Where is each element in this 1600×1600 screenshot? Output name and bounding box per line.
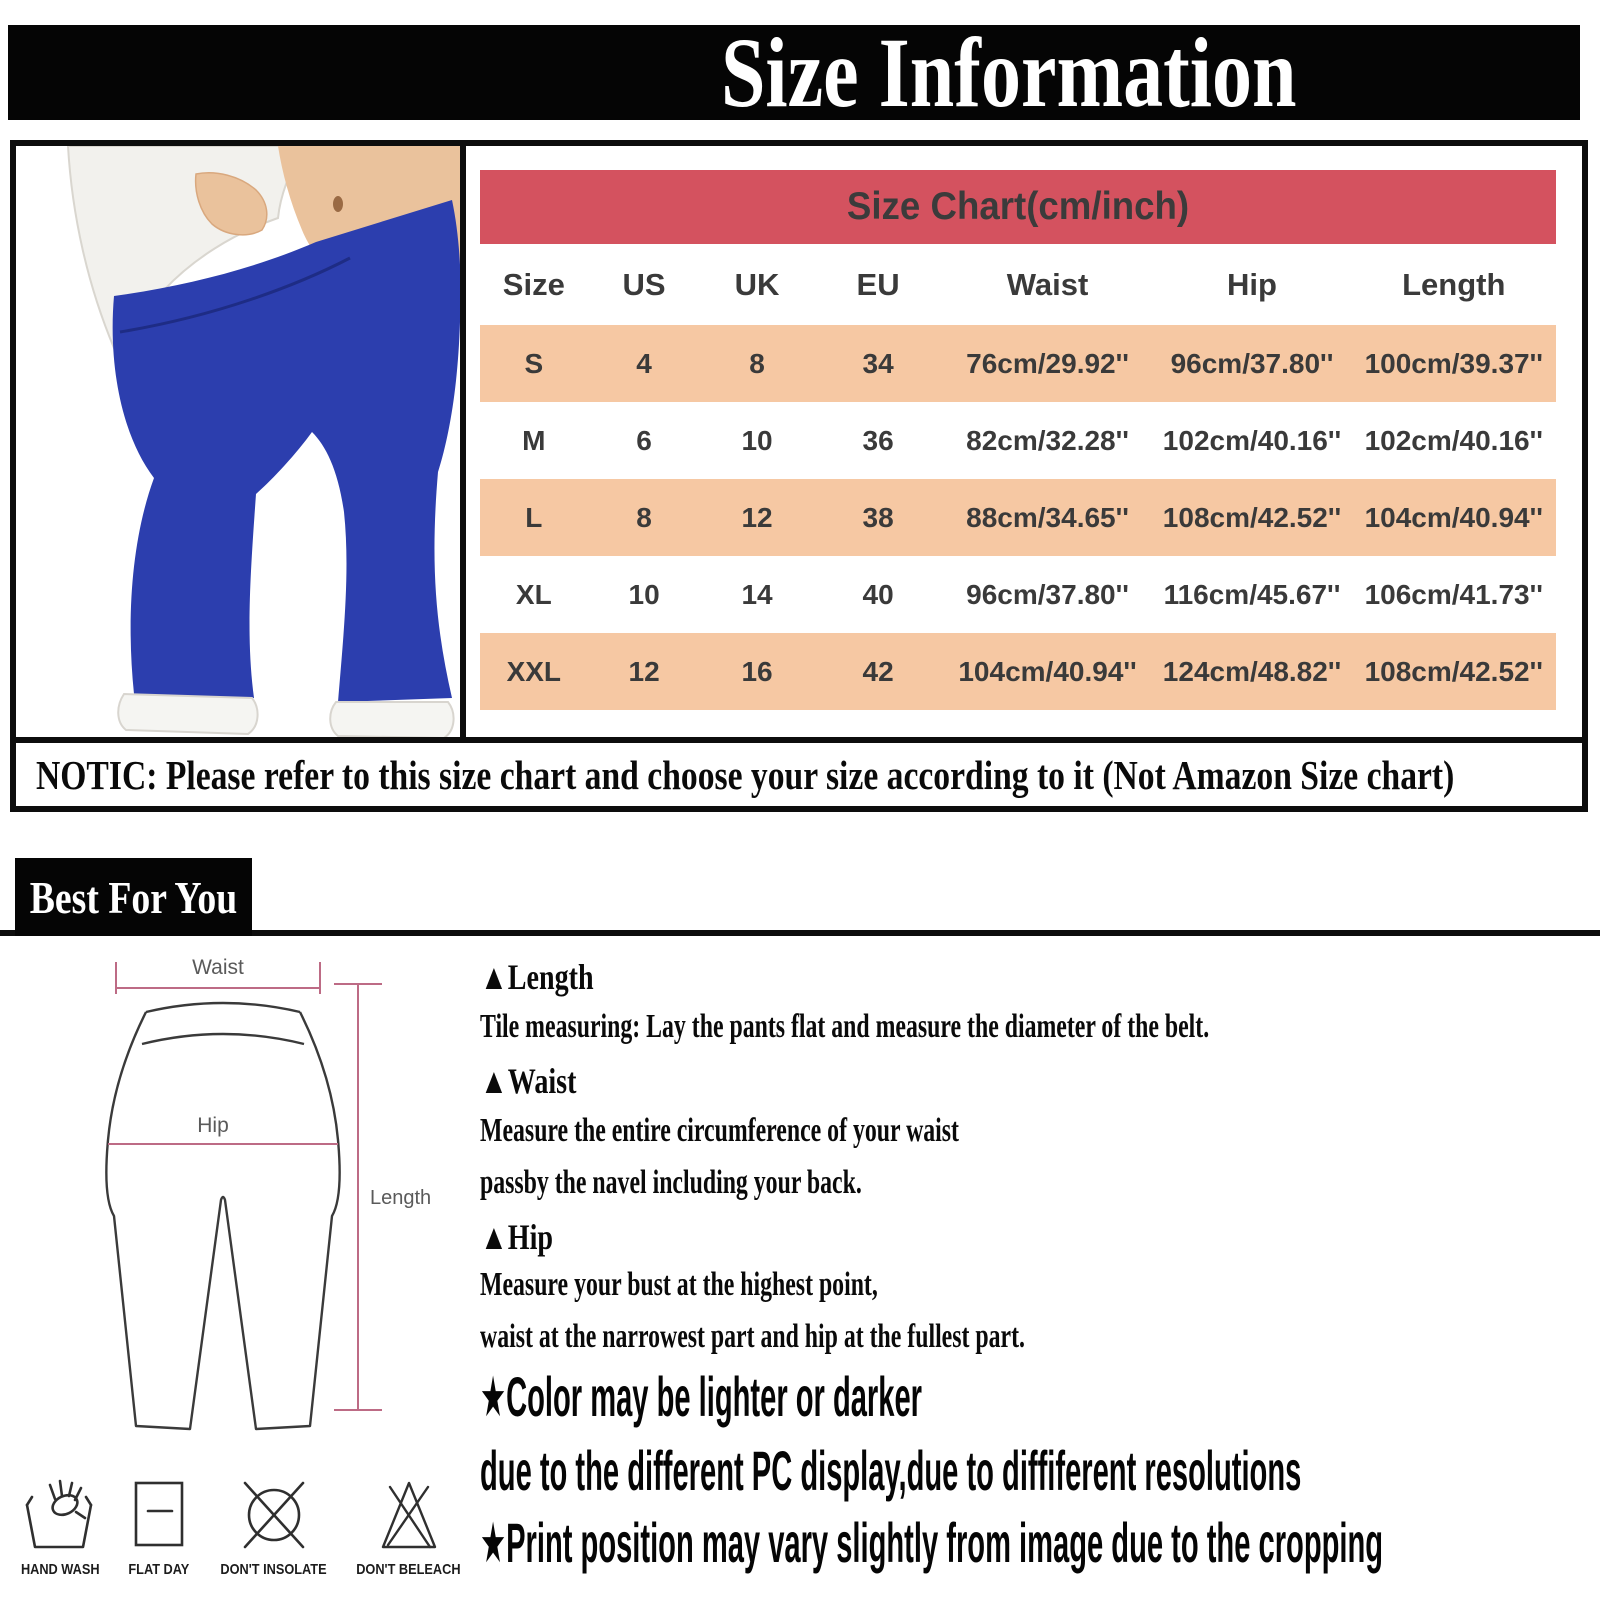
dont-insolate-icon xyxy=(233,1475,315,1551)
cell: 102cm/40.16'' xyxy=(1162,424,1342,456)
size-chart-panel xyxy=(466,146,1582,737)
care-label: FLAT DAY xyxy=(128,1561,190,1578)
cell: 14 xyxy=(741,578,773,610)
care-item-dont-insolate xyxy=(211,1475,336,1578)
size-chart-header xyxy=(480,170,1556,244)
cell: L xyxy=(525,501,543,533)
cell: 96cm/37.80'' xyxy=(966,578,1129,610)
cell: XXL xyxy=(506,655,562,687)
right-shoe xyxy=(330,702,453,737)
care-item-hand-wash xyxy=(14,1475,107,1578)
left-shoe xyxy=(118,694,257,734)
cell: 108cm/42.52'' xyxy=(1364,655,1543,687)
cell: 16 xyxy=(741,655,773,687)
col-length: Length xyxy=(1402,266,1506,302)
flat-dry-icon xyxy=(118,1475,200,1551)
notice-strip xyxy=(16,737,1582,806)
size-chart-header-label: Size Chart(cm/inch) xyxy=(846,185,1190,228)
col-waist: Waist xyxy=(1006,266,1089,302)
notice-text: NOTIC: Please refer to this size chart and choose your size according to it (Not Amazon Size chart) xyxy=(36,751,1455,798)
care-item-dont-bleach xyxy=(347,1475,470,1578)
cell: 8 xyxy=(636,501,652,533)
instruction-line: passby the navel including your back. xyxy=(480,1164,862,1201)
col-eu: EU xyxy=(856,266,900,302)
size-chart-table xyxy=(480,244,1556,710)
instruction-heading-hip: ▲Hip xyxy=(480,1217,554,1257)
cell: 102cm/40.16'' xyxy=(1364,424,1543,456)
waistband-bottom xyxy=(142,1034,304,1044)
cell: 76cm/29.92'' xyxy=(966,347,1129,379)
col-hip: Hip xyxy=(1227,266,1277,302)
table-row xyxy=(480,479,1556,556)
care-label: DON'T INSOLATE xyxy=(220,1561,327,1578)
instruction-heading-length: ▲Length xyxy=(480,957,594,997)
cell: 106cm/41.73'' xyxy=(1364,578,1543,610)
cell: 104cm/40.94'' xyxy=(958,655,1137,687)
cell: 4 xyxy=(636,347,652,379)
cell: 10 xyxy=(628,578,660,610)
note-color-difference-2: due to the different PC display,due to diffiferent resolutions xyxy=(480,1439,1302,1502)
cell: M xyxy=(522,424,546,456)
care-label: HAND WASH xyxy=(20,1561,100,1578)
instruction-heading-waist: ▲Waist xyxy=(480,1061,577,1101)
cell: S xyxy=(524,347,544,379)
dont-bleach-icon xyxy=(368,1475,450,1551)
table-row xyxy=(480,556,1556,633)
instruction-line: Measure the entire circumference of your waist xyxy=(480,1112,959,1149)
table-row xyxy=(480,325,1556,402)
col-us: US xyxy=(622,266,666,302)
cell: 42 xyxy=(862,655,894,687)
waist-label: Waist xyxy=(192,956,244,979)
col-uk: UK xyxy=(734,266,780,302)
cell: 34 xyxy=(862,347,894,379)
cell: 88cm/34.65'' xyxy=(966,501,1129,533)
cell: 38 xyxy=(862,501,894,533)
cell: 12 xyxy=(741,501,773,533)
cell: XL xyxy=(515,578,552,610)
hand-wash-icon xyxy=(19,1475,101,1551)
table-row xyxy=(480,633,1556,710)
care-label: DON'T BELEACH xyxy=(356,1561,461,1578)
note-print-position: ★Print position may vary slightly from image due to the cropping xyxy=(480,1511,1384,1574)
table-header-row xyxy=(480,244,1556,325)
cell: 104cm/40.94'' xyxy=(1364,501,1543,533)
instruction-line: Tile measuring: Lay the pants flat and measure the diameter of the belt. xyxy=(480,1008,1210,1045)
product-photo xyxy=(16,146,466,737)
instruction-line: waist at the narrowest part and hip at the fullest part. xyxy=(480,1318,1025,1355)
care-item-flat-dry xyxy=(118,1475,200,1578)
cell: 100cm/39.37'' xyxy=(1364,347,1543,379)
navel xyxy=(333,196,343,212)
title-banner xyxy=(8,17,1580,128)
waistband-top xyxy=(146,1003,300,1012)
note-color-difference: ★Color may be lighter or darker xyxy=(480,1365,922,1428)
care-icons-row xyxy=(14,1475,470,1578)
cell: 124cm/48.82'' xyxy=(1162,655,1342,687)
size-chart-box xyxy=(10,140,1588,812)
cell: 6 xyxy=(636,424,652,456)
cell: 116cm/45.67'' xyxy=(1163,578,1341,610)
cell: 12 xyxy=(628,655,660,687)
table-row xyxy=(480,402,1556,479)
best-for-you-banner xyxy=(15,858,252,936)
model-photo-illustration xyxy=(16,146,460,737)
cell: 96cm/37.80'' xyxy=(1170,347,1334,379)
pants-outline xyxy=(106,1012,339,1429)
cell: 40 xyxy=(862,578,894,610)
cell: 10 xyxy=(741,424,773,456)
size-chart-box-top xyxy=(16,146,1582,737)
pants-measure-diagram xyxy=(28,948,463,1453)
length-label: Length xyxy=(370,1187,432,1209)
cell: 8 xyxy=(749,347,765,379)
col-size: Size xyxy=(502,266,565,302)
cell: 108cm/42.52'' xyxy=(1162,501,1342,533)
cell: 36 xyxy=(862,424,894,456)
best-for-you-label: Best For You xyxy=(29,871,238,923)
page-title: Size Information xyxy=(721,17,1297,128)
hip-label: Hip xyxy=(197,1114,229,1137)
instruction-line: Measure your bust at the highest point, xyxy=(480,1266,878,1303)
cell: 82cm/32.28'' xyxy=(966,424,1129,456)
